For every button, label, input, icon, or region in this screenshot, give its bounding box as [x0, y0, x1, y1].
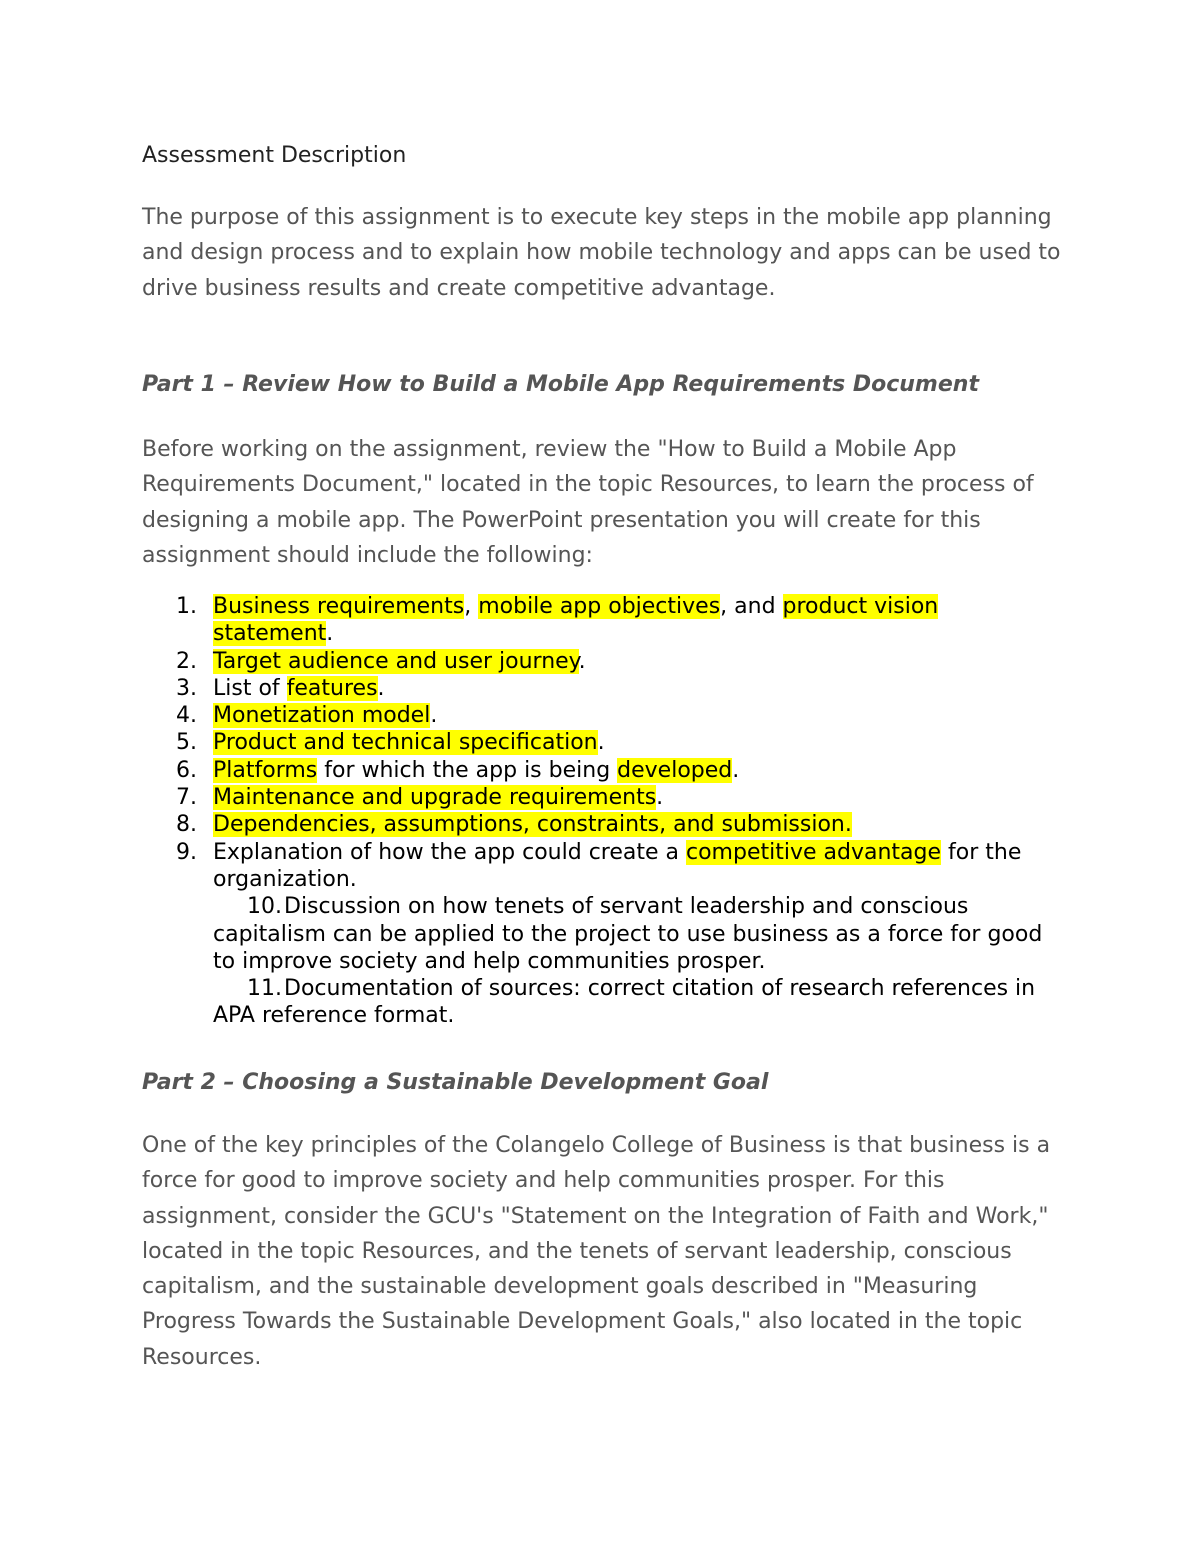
list-item-number: 1. — [176, 594, 197, 619]
list-item-number: 10. — [247, 894, 282, 920]
list-item-text — [213, 703, 437, 728]
part1-title: Part 1 – Review How to Build a Mobile App Requirements Document — [142, 372, 979, 397]
list-item — [142, 648, 1062, 675]
highlighted-text: Platforms — [213, 757, 318, 783]
list-item-number: 2. — [176, 648, 197, 674]
list-item-text — [213, 812, 852, 837]
list-item-text — [213, 594, 938, 646]
highlighted-text: competitive advantage — [686, 839, 942, 865]
list-item — [142, 729, 1062, 756]
list-item — [142, 893, 1062, 975]
assessment-heading: Assessment Description — [142, 143, 407, 168]
highlighted-text: Maintenance and upgrade requirements — [213, 785, 657, 811]
list-item — [142, 757, 1062, 784]
part2-title: Part 2 – Choosing a Sustainable Development Goal — [142, 1070, 769, 1095]
list-text-segment: . — [597, 730, 605, 756]
list-item-number: 9. — [176, 839, 197, 865]
list-text-segment: . — [656, 785, 664, 811]
highlighted-text: features — [286, 675, 378, 701]
list-item — [142, 975, 1062, 1030]
highlighted-text: Monetization model — [213, 703, 431, 729]
list-item-number: 6. — [176, 757, 197, 783]
list-item-number: 8. — [176, 812, 197, 838]
list-item-text — [213, 894, 1042, 974]
list-item-text — [213, 785, 663, 810]
list-text-segment: Documentation of sources: correct citation of research references in APA reference format. — [213, 976, 1036, 1029]
highlighted-text: Business requirements — [213, 594, 465, 619]
list-item — [142, 702, 1062, 729]
list-item — [142, 784, 1062, 811]
list-item — [142, 839, 1062, 894]
list-item-text — [213, 976, 1035, 1028]
list-item — [142, 593, 1062, 648]
list-item-number: 7. — [176, 785, 197, 811]
part2-body: One of the key principles of the Colangelo College of Business is that business is a force for good to improve society and help communities prosper. For this assignment, consider the GCU's "Statement on the Integration of Faith and Work," located in the topic Resources, and the tenets of servant leadership, conscious capitalism, and the sustainable development goals described in "Measuring Progress Towards the Sustainable Development Goals," also located in the topic Resources. — [142, 1133, 1051, 1370]
list-item-text — [213, 730, 605, 755]
list-item — [142, 675, 1062, 702]
list-item — [142, 811, 1062, 838]
intro-paragraph: The purpose of this assignment is to execute key steps in the mobile app planning and design process and to explain how mobile technology and apps can be used to drive business results and create competitive advantage. — [142, 205, 1061, 301]
list-item-text — [213, 840, 1021, 892]
list-item-number: 11. — [247, 976, 282, 1002]
list-text-segment: , — [464, 594, 479, 619]
list-text-segment: for the organization. — [213, 839, 1022, 892]
list-item-number: 3. — [176, 675, 197, 701]
highlighted-text: Product and technical specification — [213, 730, 598, 756]
list-text-segment: Discussion on how tenets of servant leadership and conscious capitalism can be applied to the project to use business as a force for good to improve society and help communities prosper. — [213, 894, 1043, 974]
list-text-segment: , and — [720, 594, 783, 619]
list-text-segment: . — [732, 757, 740, 783]
highlighted-text: mobile app objectives — [478, 594, 721, 619]
list-text-segment: . — [578, 648, 586, 674]
list-item-number: 5. — [176, 730, 197, 756]
list-item-text — [213, 676, 385, 701]
list-text-segment: . — [430, 703, 438, 729]
highlighted-text: product vision statement — [213, 594, 939, 647]
list-text-segment: List of — [213, 675, 287, 701]
highlighted-text: developed — [617, 757, 733, 783]
list-item-text — [213, 758, 739, 783]
highlighted-text: Dependencies, assumptions, constraints, and submission. — [213, 812, 852, 838]
list-item-number: 4. — [176, 703, 197, 729]
list-text-segment: . — [377, 675, 385, 701]
requirements-list — [142, 593, 1062, 1030]
highlighted-text: Target audience and user journey — [213, 648, 579, 674]
list-text-segment: Explanation of how the app could create a — [213, 839, 686, 865]
list-text-segment: for which the app is being — [317, 757, 618, 783]
list-item-text — [213, 649, 586, 674]
part1-body: Before working on the assignment, review the "How to Build a Mobile App Requirements Document," located in the topic Resources, to learn the process of designing a mobile app. The PowerPoint presentation you will create for this assignment should include the following: — [142, 437, 1034, 568]
list-text-segment: . — [326, 621, 334, 647]
